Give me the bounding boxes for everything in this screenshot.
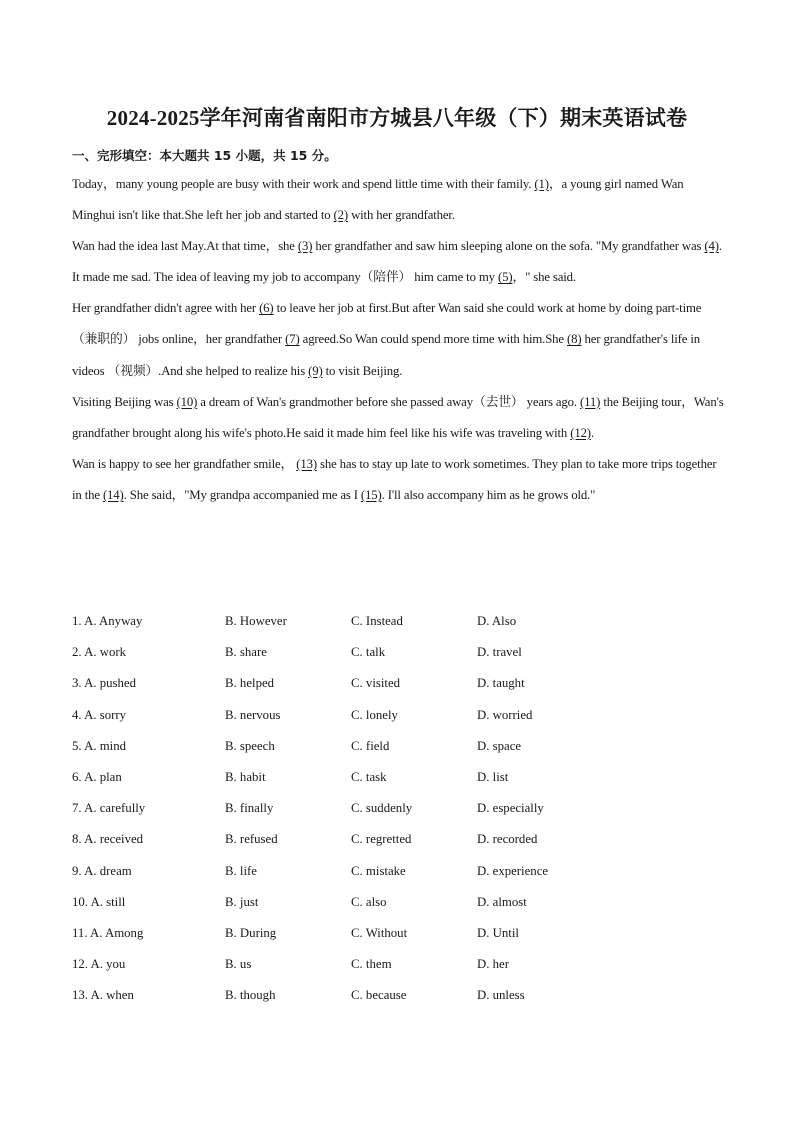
option-choice: D. especially — [477, 801, 544, 816]
option-choice: 10. A. still — [72, 894, 126, 909]
passage-text: to leave her job at first.But after Wan said she could work at home by doing part-time（兼职的） jobs online，her grandfather — [72, 301, 702, 347]
option-choice: D. travel — [477, 645, 522, 660]
passage-text: Wan is happy to see her grandfather smile， — [72, 456, 297, 471]
option-choice: B. nervous — [225, 707, 281, 722]
passage-text: she has to stay up late to work sometimes. They plan to take more trips together in the — [72, 456, 717, 502]
passage-text: Her grandfather didn't agree with her — [72, 301, 260, 316]
option-choice: D. list — [477, 770, 509, 785]
blank-number: (10) — [176, 394, 198, 409]
option-choice: 12. A. you — [72, 957, 126, 972]
option-choice: 3. A. pushed — [72, 676, 136, 691]
blank-number: (12) — [570, 425, 591, 440]
passage-text: a dream of Wan's grandmother before she passed away（去世） years ago. — [197, 394, 581, 409]
option-choice: D. experience — [477, 863, 549, 878]
exam-title: 2024-2025学年河南省南阳市方城县八年级（下）期末英语试卷 — [106, 106, 688, 130]
option-choice: 13. A. when — [72, 988, 134, 1003]
blank-number: (3) — [297, 239, 313, 254]
option-row — [72, 668, 732, 699]
option-choice: B. helped — [225, 676, 275, 691]
blank-number: (11) — [580, 394, 601, 409]
option-choice: 1. A. Anyway — [72, 614, 143, 629]
passage-text: Today，many young people are busy with their work and spend little time with their family. — [72, 177, 535, 191]
passage-text: Visiting Beijing was — [72, 394, 177, 409]
option-choice: 9. A. dream — [72, 863, 132, 878]
option-choice: 5. A. mind — [72, 738, 127, 753]
option-choice: D. Also — [477, 614, 517, 629]
passage-paragraph — [72, 449, 724, 511]
section-heading: 一、完形填空：本大题共 15 小题，共 15 分。 — [72, 148, 337, 163]
blank-number: (1) — [534, 177, 549, 191]
option-choice: 11. A. Among — [72, 925, 144, 940]
option-choice: C. regretted — [351, 832, 412, 847]
option-row — [72, 731, 732, 762]
passage-paragraph — [72, 169, 724, 231]
option-choice: C. talk — [351, 645, 386, 660]
option-choice: D. recorded — [477, 832, 538, 847]
passage-text: her grandfather and saw him sleeping alone on the sofa. "My grandfather was — [312, 239, 705, 254]
answer-options — [72, 606, 732, 1011]
option-choice: B. us — [225, 957, 252, 972]
blank-number: (2) — [333, 208, 349, 223]
option-choice: B. However — [225, 614, 287, 629]
option-choice: B. though — [225, 988, 276, 1003]
blank-number: (15) — [360, 487, 382, 502]
passage-text: . She said，"My grandpa accompanied me as I — [123, 487, 361, 502]
option-choice: C. because — [351, 988, 407, 1003]
option-row — [72, 793, 732, 824]
option-choice: C. suddenly — [351, 801, 413, 816]
option-choice: C. Instead — [351, 614, 403, 629]
option-choice: C. also — [351, 894, 387, 909]
passage-text: Wan had the idea last May.At that time，she — [72, 239, 298, 254]
passage-text: to visit Beijing. — [322, 363, 403, 378]
passage-text: . I'll also accompany him as he grows old." — [381, 487, 596, 502]
option-choice: D. almost — [477, 894, 527, 909]
option-choice: B. refused — [225, 832, 278, 847]
option-choice: D. unless — [477, 988, 525, 1003]
option-choice: C. visited — [351, 676, 401, 691]
option-choice: B. During — [225, 925, 277, 940]
cloze-passage — [72, 169, 724, 511]
option-choice: B. habit — [225, 770, 266, 785]
option-choice: B. finally — [225, 801, 274, 816]
passage-text: her grandfather's life in videos （视频）.And she helped to realize his — [72, 332, 700, 378]
blank-number: (4) — [704, 239, 719, 254]
option-choice: B. life — [225, 863, 257, 878]
option-choice: B. speech — [225, 738, 275, 753]
option-row — [72, 980, 732, 1011]
option-row — [72, 700, 732, 731]
option-choice: 4. A. sorry — [72, 707, 127, 722]
option-choice: 6. A. plan — [72, 770, 122, 785]
blank-number: (6) — [259, 301, 274, 316]
passage-text: ，a young girl named Wan Minghui isn't like that.She left her job and started to — [72, 177, 684, 223]
option-choice: D. taught — [477, 676, 525, 691]
blank-number: (8) — [567, 332, 582, 347]
option-choice: C. mistake — [351, 863, 406, 878]
option-choice: 2. A. work — [72, 645, 127, 660]
option-row — [72, 606, 732, 637]
option-choice: B. just — [225, 894, 259, 909]
option-row — [72, 856, 732, 887]
option-choice: B. share — [225, 645, 267, 660]
passage-text: agreed.So Wan could spend more time with him.She — [299, 332, 567, 347]
passage-text: the Beijing tour，Wan's grandfather brought along his wife's photo.He said it made him feel like his wife was traveling with — [72, 394, 724, 440]
option-choice: D. Until — [477, 925, 519, 940]
option-choice: C. them — [351, 957, 392, 972]
blank-number: (13) — [296, 456, 317, 471]
option-row — [72, 949, 732, 980]
option-row — [72, 918, 732, 949]
option-choice: C. task — [351, 770, 387, 785]
blank-number: (9) — [308, 363, 323, 378]
option-row — [72, 637, 732, 668]
blank-number: (14) — [102, 487, 124, 502]
option-row — [72, 824, 732, 855]
blank-number: (7) — [285, 332, 300, 347]
passage-paragraph — [72, 293, 724, 386]
option-choice: 7. A. carefully — [72, 801, 146, 816]
option-choice: D. her — [477, 957, 509, 972]
option-choice: D. space — [477, 738, 522, 753]
passage-paragraph — [72, 231, 724, 293]
option-choice: D. worried — [477, 707, 533, 722]
option-choice: C. Without — [351, 925, 408, 940]
option-row — [72, 887, 732, 918]
option-row — [72, 762, 732, 793]
passage-paragraph — [72, 387, 724, 449]
blank-number: (5) — [497, 270, 513, 285]
option-choice: 8. A. received — [72, 832, 144, 847]
passage-text: . — [590, 425, 594, 440]
passage-text: . It made me sad. The idea of leaving my job to accompany（陪伴） him came to my — [72, 239, 722, 285]
option-choice: C. lonely — [351, 707, 398, 722]
passage-text: ，" she said. — [512, 270, 576, 285]
passage-text: with her grandfather. — [348, 208, 455, 223]
option-choice: C. field — [351, 738, 390, 753]
